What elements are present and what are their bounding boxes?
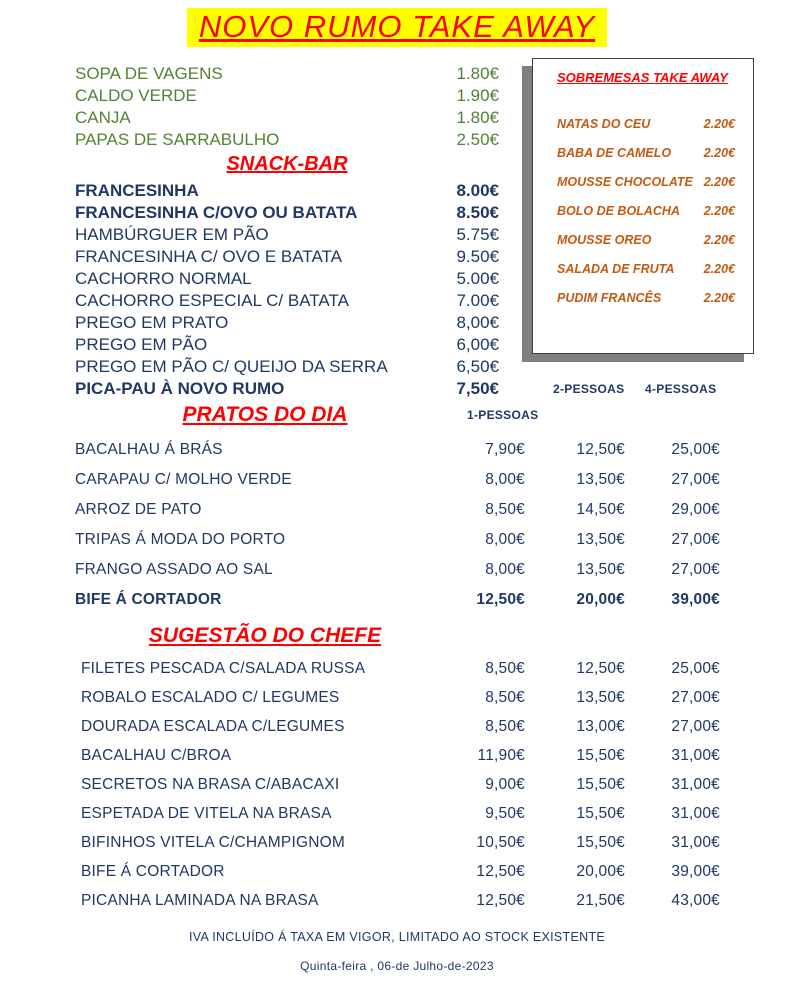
price-2p: 13,50€ (576, 531, 625, 548)
dessert-row (557, 196, 735, 225)
desserts-list (557, 109, 735, 312)
dish-name: PREGO EM PÃO (75, 335, 208, 354)
pratos-header-row (0, 403, 530, 427)
price-2p: 13,50€ (576, 471, 625, 488)
dish-name: NATAS DO CEU (557, 116, 651, 131)
dish-name: CANJA (75, 108, 131, 127)
dish-price: 6,00€ (456, 335, 499, 354)
price-4p: 27,00€ (671, 717, 720, 735)
dish-name: BABA DE CAMELO (557, 145, 672, 160)
dish-row (75, 585, 794, 615)
sugestao-section (0, 654, 794, 915)
dish-name: SOPA DE VAGENS (75, 64, 223, 83)
dish-name: FILETES PESCADA C/SALADA RUSSA (81, 659, 366, 677)
snack-row (75, 246, 499, 268)
dish-row (75, 435, 794, 465)
dish-name: FRANCESINHA (75, 181, 199, 200)
dish-name: MOUSSE OREO (557, 232, 652, 247)
page-title: NOVO RUMO TAKE AWAY (187, 8, 607, 47)
price-4p: 27,00€ (671, 471, 720, 488)
dish-row (75, 799, 794, 828)
snack-bar-header: SNACK-BAR (226, 153, 348, 175)
price-4p: 39,00€ (671, 591, 720, 608)
dish-name: CACHORRO NORMAL (75, 269, 252, 288)
dish-row (75, 495, 794, 525)
dish-name: CALDO VERDE (75, 86, 197, 105)
dessert-row (557, 138, 735, 167)
dish-price: 2.20€ (703, 145, 735, 160)
dish-name: ROBALO ESCALADO C/ LEGUMES (81, 688, 340, 706)
dish-price: 1.80€ (456, 108, 499, 127)
dish-name: BIFINHOS VITELA C/CHAMPIGNOM (81, 833, 345, 851)
soup-row (75, 129, 499, 151)
dish-price: 7,50€ (456, 379, 499, 398)
dish-row (75, 712, 794, 741)
price-4p: 25,00€ (671, 659, 720, 677)
dish-name: MOUSSE CHOCOLATE (557, 174, 693, 189)
dish-name: SALADA DE FRUTA (557, 261, 675, 276)
price-1p: 11,90€ (477, 746, 525, 764)
dish-row (75, 683, 794, 712)
dessert-row (557, 225, 735, 254)
dish-name: HAMBÚRGUER EM PÃO (75, 225, 269, 244)
price-4p: 39,00€ (671, 862, 720, 880)
snack-row (75, 224, 499, 246)
dish-price: 8,00€ (456, 313, 499, 332)
snack-bar-header-row (75, 153, 499, 176)
price-2p: 14,50€ (576, 501, 625, 518)
dish-price: 8.00€ (456, 181, 499, 200)
dish-name: PREGO EM PRATO (75, 313, 229, 332)
dish-name: CARAPAU C/ MOLHO VERDE (75, 471, 292, 488)
dish-name: BIFE Á CORTADOR (81, 862, 225, 880)
price-1p: 8,00€ (485, 531, 525, 548)
price-1p: 12,50€ (476, 891, 525, 909)
dish-name: PREGO EM PÃO C/ QUEIJO DA SERRA (75, 357, 388, 376)
desserts-header: SOBREMESAS TAKE AWAY (557, 70, 728, 85)
price-2p: 15,50€ (576, 804, 625, 822)
dish-name: BACALHAU Á BRÁS (75, 441, 223, 458)
price-4p: 27,00€ (671, 688, 720, 706)
price-2p: 15,50€ (576, 775, 625, 793)
pratos-section (0, 435, 794, 615)
price-1p: 8,00€ (485, 561, 525, 578)
dish-row (75, 770, 794, 799)
price-4p: 27,00€ (671, 561, 720, 578)
soup-row (75, 85, 499, 107)
dish-name: PICA-PAU À NOVO RUMO (75, 379, 285, 398)
price-4p: 27,00€ (671, 531, 720, 548)
dish-name: PICANHA LAMINADA NA BRASA (81, 891, 319, 909)
price-1p: 8,50€ (485, 659, 525, 677)
price-1p: 7,90€ (485, 441, 525, 458)
price-2p: 12,50€ (576, 441, 625, 458)
price-1p: 8,50€ (485, 501, 525, 518)
dish-price: 1.80€ (456, 64, 499, 83)
price-2p: 20,00€ (576, 862, 625, 880)
dish-price: 2.20€ (703, 116, 735, 131)
snack-row (75, 180, 499, 202)
dish-name: BOLO DE BOLACHA (557, 203, 680, 218)
price-4p: 31,00€ (671, 804, 720, 822)
dish-price: 8.50€ (456, 203, 499, 222)
pratos-header: PRATOS DO DIA (182, 403, 348, 426)
dessert-row (557, 283, 735, 312)
dish-name: FRANGO ASSADO AO SAL (75, 561, 273, 578)
dessert-row (557, 167, 735, 196)
dish-name: FRANCESINHA C/OVO OU BATATA (75, 203, 358, 222)
price-2p: 12,50€ (576, 659, 625, 677)
price-4p: 31,00€ (671, 775, 720, 793)
price-2p: 15,50€ (576, 746, 625, 764)
dish-name: PAPAS DE SARRABULHO (75, 130, 280, 149)
dish-row (75, 886, 794, 915)
dish-name: TRIPAS Á MODA DO PORTO (75, 531, 286, 548)
snack-row (75, 202, 499, 224)
price-4p: 31,00€ (671, 746, 720, 764)
dessert-row (557, 254, 735, 283)
dish-row (75, 654, 794, 683)
dish-name: SECRETOS NA BRASA C/ABACAXI (81, 775, 340, 793)
price-4p: 25,00€ (671, 441, 720, 458)
footer-date: Quinta-feira , 06-de Julho-de-2023 (300, 959, 494, 973)
desserts-box (532, 58, 754, 354)
soups-section (75, 63, 499, 151)
price-2p: 20,00€ (576, 591, 625, 608)
dish-price: 2.20€ (703, 232, 735, 247)
dish-row (75, 741, 794, 770)
dish-row (75, 857, 794, 886)
snack-row (75, 290, 499, 312)
title-row (0, 0, 794, 47)
dish-name: CACHORRO ESPECIAL C/ BATATA (75, 291, 349, 310)
dish-price: 6,50€ (456, 357, 499, 376)
dish-price: 2.20€ (703, 174, 735, 189)
dish-row (75, 555, 794, 585)
snack-row (75, 334, 499, 356)
price-2p: 13,50€ (576, 561, 625, 578)
dish-row (75, 465, 794, 495)
price-1p: 8,50€ (485, 688, 525, 706)
snack-row (75, 378, 499, 400)
dish-name: FRANCESINHA C/ OVO E BATATA (75, 247, 343, 266)
dish-name: ESPETADA DE VITELA NA BRASA (81, 804, 332, 822)
price-2p: 21,50€ (576, 891, 625, 909)
dish-row (75, 828, 794, 857)
footer-vat-note: IVA INCLUÍDO Á TAXA EM VIGOR, LIMITADO AO STOCK EXISTENTE (188, 930, 606, 944)
dish-name: DOURADA ESCALADA C/LEGUMES (81, 717, 345, 735)
dish-name: ARROZ DE PATO (75, 501, 202, 518)
snack-row (75, 312, 499, 334)
dish-row (75, 525, 794, 555)
sugestao-header: SUGESTÃO DO CHEFE (148, 624, 382, 647)
price-1p: 12,50€ (476, 862, 525, 880)
dish-price: 2.20€ (703, 290, 735, 305)
dish-price: 5.75€ (456, 225, 499, 244)
price-1p: 12,50€ (476, 591, 525, 608)
price-1p: 9,00€ (485, 775, 525, 793)
soup-row (75, 107, 499, 129)
price-4p: 29,00€ (671, 501, 720, 518)
snack-row (75, 268, 499, 290)
price-4p: 31,00€ (671, 833, 720, 851)
dish-price: 9.50€ (456, 247, 499, 266)
price-1p: 8,50€ (485, 717, 525, 735)
dish-price: 5.00€ (456, 269, 499, 288)
dessert-row (557, 109, 735, 138)
dish-price: 2.20€ (703, 261, 735, 276)
dish-price: 2.50€ (456, 130, 499, 149)
soup-row (75, 63, 499, 85)
portion-label-2p: 2-PESSOAS (553, 382, 625, 396)
dish-price: 7.00€ (456, 291, 499, 310)
price-1p: 9,50€ (485, 804, 525, 822)
price-2p: 13,50€ (576, 688, 625, 706)
portion-label-1p: 1-PESSOAS (467, 408, 539, 422)
price-2p: 13,00€ (576, 717, 625, 735)
price-2p: 15,50€ (576, 833, 625, 851)
dish-name: PUDIM FRANCÊS (557, 290, 662, 305)
sugestao-header-row (0, 624, 530, 648)
snack-row (75, 356, 499, 378)
portion-label-4p: 4-PESSOAS (645, 382, 717, 396)
dish-name: BACALHAU C/BROA (81, 746, 232, 764)
dish-price: 2.20€ (703, 203, 735, 218)
dish-name: BIFE Á CORTADOR (75, 591, 222, 608)
price-4p: 43,00€ (671, 891, 720, 909)
dish-price: 1.90€ (456, 86, 499, 105)
price-1p: 8,00€ (485, 471, 525, 488)
price-1p: 10,50€ (476, 833, 525, 851)
snack-bar-section (75, 153, 499, 400)
